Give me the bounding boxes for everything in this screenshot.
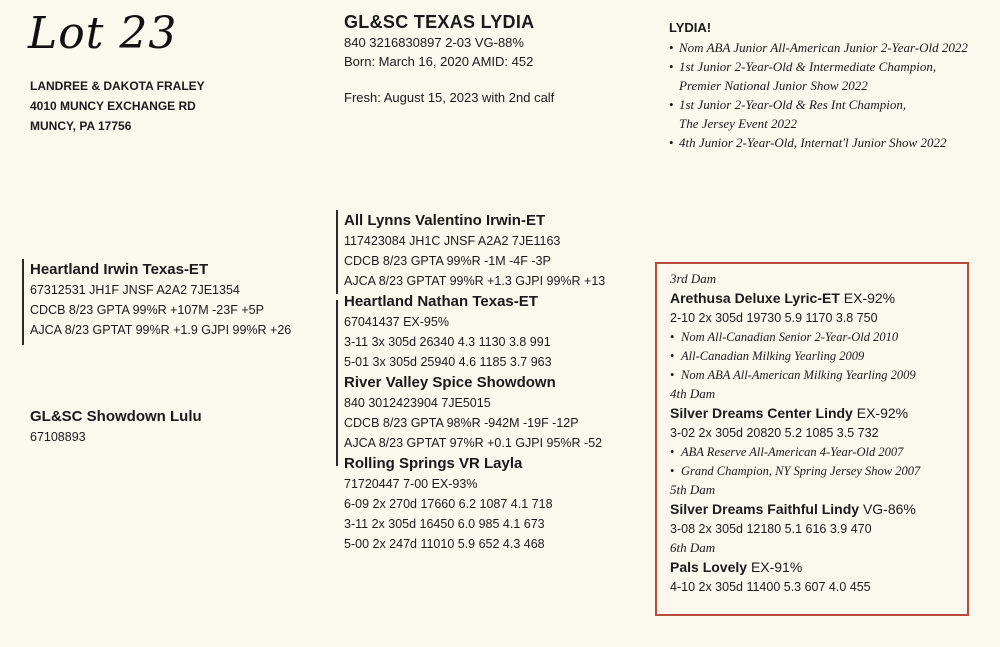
dam-sire-bracket	[336, 382, 338, 466]
ancestor-record: 3-08 2x 305d 12180 5.1 616 3.9 470	[670, 522, 872, 536]
sire-name: Heartland Irwin Texas-ET	[30, 261, 209, 278]
grandparent-line: 71720447 7-00 EX-93%	[344, 477, 478, 491]
sire-bracket	[22, 259, 24, 345]
grandparent-line: CDCB 8/23 GPTA 99%R -1M -4F -3P	[344, 254, 551, 268]
grandparent-block	[344, 291, 605, 372]
sire-line: 67312531 JH1F JNSF A2A2 7JE1354	[30, 283, 240, 297]
animal-name: GL&SC TEXAS LYDIA	[344, 12, 535, 32]
generation-label: 3rd Dam	[670, 271, 717, 286]
ancestor-name	[670, 499, 967, 519]
grandparent-name: All Lynns Valentino Irwin-ET	[344, 212, 546, 229]
ancestor-classification: EX-92%	[843, 290, 896, 306]
honors-title: LYDIA!	[669, 20, 712, 35]
sire-line: AJCA 8/23 GPTAT 99%R +1.9 GJPI 99%R +26	[30, 323, 292, 337]
grandparent-name: River Valley Spice Showdown	[344, 374, 556, 391]
honors-panel	[669, 20, 968, 152]
grandparent-line: 5-01 3x 305d 25940 4.6 1185 3.7 963	[344, 355, 552, 369]
ancestor-name-text: Silver Dreams Center Lindy	[670, 405, 853, 421]
ancestor-honor: • ABA Reserve All-American 4-Year-Old 2007	[670, 443, 967, 462]
grandparent-line: 6-09 2x 270d 17660 6.2 1087 4.1 718	[344, 497, 553, 511]
sire-block	[30, 259, 291, 340]
honor-item: • 4th Junior 2-Year-Old, Internat'l Junior Show 2022	[669, 133, 968, 152]
dam-name: GL&SC Showdown Lulu	[30, 408, 202, 425]
ancestor-record: 2-10 2x 305d 19730 5.9 1170 3.8 750	[670, 311, 878, 325]
dam-block	[30, 406, 202, 447]
owner-line: 4010 MUNCY EXCHANGE RD	[30, 99, 196, 113]
sire-line: CDCB 8/23 GPTA 99%R +107M -23F +5P	[30, 303, 264, 317]
grandparent-line: 5-00 2x 247d 11010 5.9 652 4.3 468	[344, 537, 545, 551]
owner-address	[30, 76, 205, 136]
sire-dam-bracket	[336, 300, 338, 382]
ancestor-honor: • Nom All-Canadian Senior 2-Year-Old 2010	[670, 328, 967, 347]
grandparent-block	[344, 453, 605, 554]
grandparent-block	[344, 372, 605, 453]
honor-item: • 1st Junior 2-Year-Old & Res Int Champion,	[669, 95, 968, 114]
grandparent-line: 3-11 3x 305d 26340 4.3 1130 3.8 991	[344, 335, 551, 349]
sire-sire-bracket	[336, 210, 338, 294]
grandparent-name: Heartland Nathan Texas-ET	[344, 293, 538, 310]
animal-id-line: 840 3216830897 2-03 VG-88%	[344, 35, 524, 50]
ancestor-honor: • All-Canadian Milking Yearling 2009	[670, 347, 967, 366]
ancestor-record: 3-02 2x 305d 20820 5.2 1085 3.5 732	[670, 426, 879, 440]
ancestor-name	[670, 288, 967, 308]
ancestor-name	[670, 403, 967, 423]
ancestor-classification: EX-92%	[856, 405, 909, 421]
animal-header	[344, 12, 554, 107]
grandparent-block	[344, 210, 605, 291]
grandparent-line: 117423084 JH1C JNSF A2A2 7JE1163	[344, 234, 561, 248]
honor-item: • 1st Junior 2-Year-Old & Intermediate Champion,	[669, 57, 968, 76]
honor-item: • Nom ABA Junior All-American Junior 2-Year-Old 2022	[669, 38, 968, 57]
grandparent-line: CDCB 8/23 GPTA 98%R -942M -19F -12P	[344, 416, 579, 430]
grandparent-line: 3-11 2x 305d 16450 6.0 985 4.1 673	[344, 517, 545, 531]
grandparent-line: 67041437 EX-95%	[344, 315, 449, 329]
generation-label: 5th Dam	[670, 482, 716, 497]
grandparents-column	[344, 210, 605, 554]
owner-line: MUNCY, PA 17756	[30, 119, 132, 133]
lot-number: Lot 23	[28, 8, 178, 59]
animal-fresh-line: Fresh: August 15, 2023 with 2nd calf	[344, 90, 555, 105]
ancestor-honors	[670, 328, 967, 385]
ancestor-name-text: Pals Lovely	[670, 559, 748, 575]
generation-label: 6th Dam	[670, 540, 716, 555]
honor-item: The Jersey Event 2022	[679, 116, 798, 131]
ancestor-name	[670, 557, 967, 577]
grandparent-line: 840 3012423904 7JE5015	[344, 396, 491, 410]
ancestor-honor: • Nom ABA All-American Milking Yearling 2009	[670, 366, 967, 385]
grandparent-line: AJCA 8/23 GPTAT 97%R +0.1 GJPI 95%R -52	[344, 436, 603, 450]
ancestor-name-text: Silver Dreams Faithful Lindy	[670, 501, 860, 517]
ancestor-classification: EX-91%	[750, 559, 803, 575]
ancestor-classification: VG-86%	[862, 501, 916, 517]
generation-label: 4th Dam	[670, 386, 716, 401]
grandparent-line: AJCA 8/23 GPTAT 99%R +1.3 GJPI 99%R +13	[344, 274, 606, 288]
dam-line: 67108893	[30, 430, 86, 444]
ancestor-honor: • Grand Champion, NY Spring Jersey Show 2007	[670, 462, 967, 481]
dam-family-box	[655, 262, 969, 616]
ancestor-name-text: Arethusa Deluxe Lyric-ET	[670, 290, 840, 306]
owner-line: LANDREE & DAKOTA FRALEY	[30, 79, 205, 93]
ancestor-honors	[670, 443, 967, 481]
grandparent-name: Rolling Springs VR Layla	[344, 455, 523, 472]
animal-born-line: Born: March 16, 2020 AMID: 452	[344, 54, 534, 69]
ancestor-record: 4-10 2x 305d 11400 5.3 607 4.0 455	[670, 580, 871, 594]
honor-item: Premier National Junior Show 2022	[679, 78, 868, 93]
honors-list	[669, 38, 968, 152]
